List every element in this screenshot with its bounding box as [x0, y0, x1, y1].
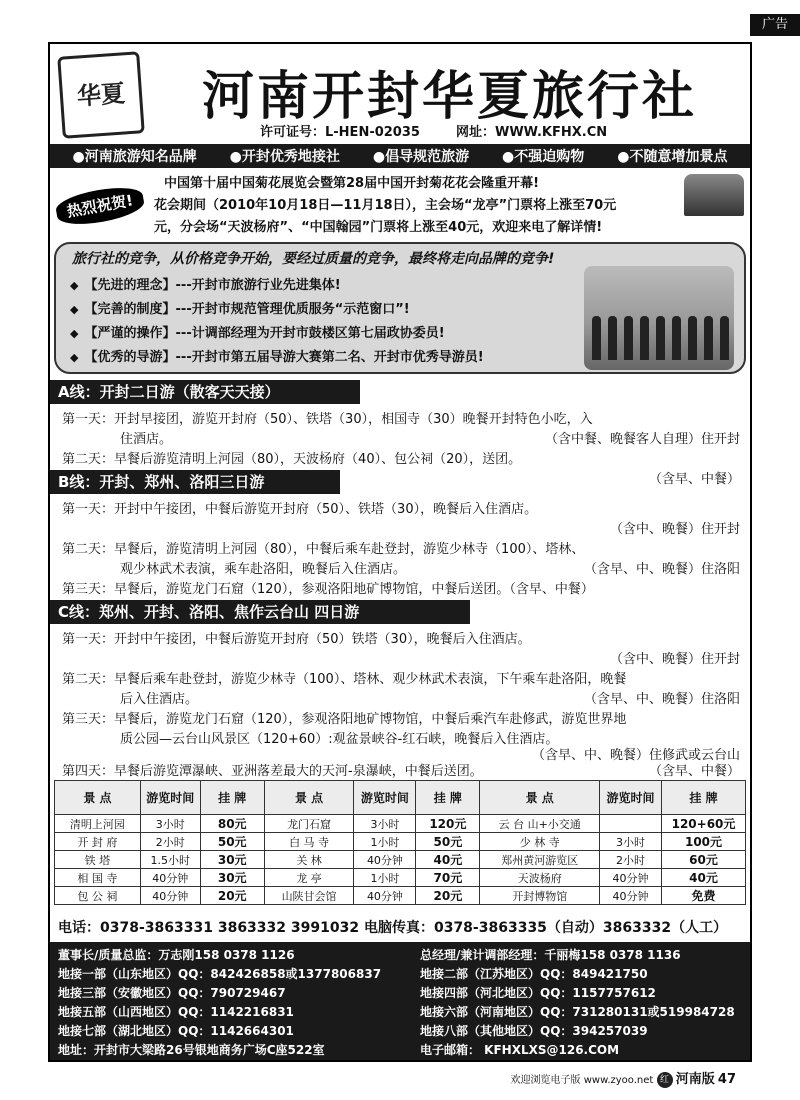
column-header: 游览时间	[354, 781, 416, 815]
route-a-day1-meals: （含中餐、晚餐客人自理）住开封	[544, 432, 740, 447]
route-c-day3: 第三天：早餐后，游览龙门石窟（120），参观洛阳地矿博物馆，中餐后乘汽车赴修武，游览世界地	[62, 712, 627, 727]
table-cell: 50元	[200, 833, 264, 851]
table-cell: 80元	[200, 815, 264, 833]
route-c-title: C线：郑州、开封、洛阳、焦作云台山 四日游	[50, 600, 470, 624]
route-a-day2-meals: （含早、中餐）	[648, 472, 740, 487]
table-cell: 30元	[200, 869, 264, 887]
table-cell: 免费	[662, 887, 746, 905]
route-a-day1: 第一天：开封早接团，游览开封府（50）、铁塔（30），相国寺（30）晚餐开封特色小吃，入	[62, 412, 593, 427]
table-cell: 关 林	[264, 851, 354, 869]
contact-right-line: 地接四部（河北地区）QQ：1157757612	[420, 986, 656, 1000]
table-cell: 20元	[416, 887, 480, 905]
route-c-day2-meals: （含早、中、晚餐）住洛阳	[583, 692, 740, 707]
footer-site-text[interactable]: 欢迎浏览电子版 www.zyoo.net	[510, 1075, 654, 1086]
competition-item: ◆ 【先进的理念】---开封市旅游行业先进集体!	[70, 278, 341, 293]
route-a-day1-cont: 住酒店。	[120, 432, 173, 447]
festival-line-3: 元，分会场“天波杨府”、“中国翰园”门票将上涨至40元，欢迎来电了解详情!	[154, 220, 603, 235]
table-cell: 2小时	[140, 833, 200, 851]
slogan-item: ●不随意增加景点	[617, 149, 728, 165]
contact-right-line: 地接六部（河南地区）QQ：731280131或519984728	[420, 1005, 735, 1019]
table-cell: 天波杨府	[480, 869, 600, 887]
table-cell: 40分钟	[354, 851, 416, 869]
column-header: 挂 牌	[200, 781, 264, 815]
festival-line-2: 花会期间（2010年10月18日—11月18日），主会场“龙亭”门票将上涨至70元	[154, 198, 617, 213]
table-cell: 少 林 寺	[480, 833, 600, 851]
route-b-day2-meals: （含早、中、晚餐）住洛阳	[583, 562, 740, 577]
table-row	[55, 815, 746, 833]
pagoda-photo-icon	[684, 174, 744, 216]
table-cell: 40分钟	[140, 869, 200, 887]
table-cell	[600, 815, 662, 833]
table-cell: 3小时	[140, 815, 200, 833]
route-c-day4-meals: （含早、中餐）	[648, 764, 740, 779]
table-cell: 70元	[416, 869, 480, 887]
edition-label: 河南版	[675, 1072, 715, 1087]
slogan-bar	[50, 144, 750, 168]
table-cell: 开封博物馆	[480, 887, 600, 905]
route-a-title: A线：开封二日游（散客天天接）	[50, 380, 360, 404]
table-cell: 40分钟	[354, 887, 416, 905]
page-number: 47	[717, 1072, 736, 1087]
table-cell: 40分钟	[140, 887, 200, 905]
slogan-item: ●河南旅游知名品牌	[72, 149, 197, 165]
contact-left-line: 地接一部（山东地区）QQ：842426858或1377806837	[58, 967, 382, 981]
competition-item: ◆ 【完善的制度】---开封市规范管理优质服务“示范窗口”!	[70, 302, 410, 317]
route-b-day1-meals: （含中、晚餐）住开封	[609, 522, 740, 537]
column-header: 游览时间	[140, 781, 200, 815]
brand-title: 河南开封华夏旅行社	[202, 66, 698, 127]
competition-title: 旅行社的竞争，从价格竞争开始，要经过质量的竞争，最终将走向品牌的竞争!	[72, 251, 555, 267]
page-footer	[511, 1068, 736, 1088]
table-cell: 1小时	[354, 869, 416, 887]
table-cell: 120+60元	[662, 815, 746, 833]
website-link[interactable]: 网址：WWW.KFHX.CN	[456, 125, 608, 140]
column-header: 景 点	[55, 781, 141, 815]
table-cell: 龙 亭	[264, 869, 354, 887]
diamond-bullet-icon: ◆	[70, 279, 79, 292]
table-cell: 20元	[200, 887, 264, 905]
table-row	[55, 833, 746, 851]
contact-right-line: 总经理/兼计调部经理：千丽梅158 0378 1136	[420, 948, 681, 962]
agency-logo-icon: 华夏	[57, 51, 145, 139]
table-row	[55, 887, 746, 905]
license-number: 许可证号：L-HEN-02035	[260, 125, 420, 140]
festival-line-1: 中国第十届中国菊花展览会暨第28届中国开封菊花花会隆重开幕!	[164, 176, 540, 191]
route-c-day2-cont: 后入住酒店。	[120, 692, 199, 707]
competition-box	[54, 242, 746, 374]
route-c-day1: 第一天：开封中午接团，中餐后游览开封府（50）铁塔（30），晚餐后入住酒店。	[62, 632, 531, 647]
table-cell: 40分钟	[600, 887, 662, 905]
contact-left-line: 地接七部（湖北地区）QQ：1142664301	[58, 1024, 294, 1038]
diamond-bullet-icon: ◆	[70, 327, 79, 340]
table-cell: 山陕甘会馆	[264, 887, 354, 905]
column-header: 景 点	[264, 781, 354, 815]
table-cell: 龙门石窟	[264, 815, 354, 833]
table-cell: 1小时	[354, 833, 416, 851]
route-c-day3-meals: （含早、中、晚餐）住修武或云台山	[531, 748, 740, 763]
table-cell: 40元	[662, 869, 746, 887]
route-b-day3: 第三天：早餐后，游览龙门石窟（120），参观洛阳地矿博物馆，中餐后送团。（含早、中餐）	[62, 582, 594, 597]
table-row	[55, 851, 746, 869]
table-cell: 1.5小时	[140, 851, 200, 869]
route-b-day2: 第二天：早餐后，游览清明上河园（80），中餐后乘车赴登封，游览少林寺（100）、塔林、	[62, 542, 585, 557]
table-row	[55, 869, 746, 887]
slogan-item: ●倡导规范旅游	[372, 149, 470, 165]
table-cell: 郑州黄河游览区	[480, 851, 600, 869]
slogan-item: ●开封优秀地接社	[229, 149, 340, 165]
table-cell: 40元	[416, 851, 480, 869]
route-c-day3-cont: 质公园—云台山风景区（120+60）:观盆景峡谷-红石峡，晚餐后入住酒店。	[120, 732, 559, 747]
table-cell: 云 台 山+小交通	[480, 815, 600, 833]
table-cell: 铁 塔	[55, 851, 141, 869]
table-cell: 50元	[416, 833, 480, 851]
slogan-item: ●不强迫购物	[502, 149, 585, 165]
route-a-day2: 第二天：早餐后游览清明上河园（80），天波杨府（40）、包公祠（20），送团。	[62, 452, 522, 467]
route-c-day4: 第四天：早餐后游览潭瀑峡、亚洲落差最大的天河-泉瀑峡，中餐后送团。	[62, 764, 483, 779]
column-header: 挂 牌	[662, 781, 746, 815]
table-cell: 60元	[662, 851, 746, 869]
competition-item: ◆ 【严谨的操作】---计调部经理为开封市鼓楼区第七届政协委员!	[70, 326, 445, 341]
contact-right-line: 地接八部（其他地区）QQ：394257039	[420, 1024, 648, 1038]
competition-item: ◆ 【优秀的导游】---开封市第五届导游大赛第二名、开封市优秀导游员!	[70, 350, 484, 365]
table-cell: 相 国 寺	[55, 869, 141, 887]
route-b-day1: 第一天：开封中午接团，中餐后游览开封府（50）、铁塔（30），晚餐后入住酒店。	[62, 502, 538, 517]
table-cell: 2小时	[600, 851, 662, 869]
advertisement-frame	[48, 42, 752, 1062]
ad-tag: 广告	[750, 14, 800, 36]
table-cell: 40分钟	[600, 869, 662, 887]
column-header: 游览时间	[600, 781, 662, 815]
diamond-bullet-icon: ◆	[70, 303, 79, 316]
contact-left-line: 董事长/质量总监：万志刚158 0378 1126	[58, 948, 295, 962]
edition-badge-icon: 红	[657, 1072, 673, 1088]
table-cell: 白 马 寺	[264, 833, 354, 851]
table-cell: 30元	[200, 851, 264, 869]
route-c-day2: 第二天：早餐后乘车赴登封，游览少林寺（100）、塔林、观少林武术表演，下午乘车赴洛阳，晚餐	[62, 672, 627, 687]
contact-right-line: 地接二部（江苏地区）QQ：849421750	[420, 967, 648, 981]
table-cell: 清明上河园	[55, 815, 141, 833]
congrats-badge: 热烈祝贺!	[54, 183, 146, 230]
price-table	[54, 780, 746, 905]
contact-panel	[50, 942, 750, 1060]
diamond-bullet-icon: ◆	[70, 351, 79, 364]
table-cell: 100元	[662, 833, 746, 851]
table-cell: 3小时	[600, 833, 662, 851]
route-b-title: B线：开封、郑州、洛阳三日游	[50, 470, 340, 494]
table-cell: 3小时	[354, 815, 416, 833]
column-header: 景 点	[480, 781, 600, 815]
table-cell: 120元	[416, 815, 480, 833]
email-link[interactable]: 电子邮箱： KFHXLXS@126.COM	[420, 1043, 620, 1057]
address-line: 地址：开封市大梁路26号银地商务广场C座522室	[58, 1043, 325, 1057]
table-cell: 开 封 府	[55, 833, 141, 851]
phone-numbers: 电话：0378-3863331 3863332 3991032 电脑传真：0378-3863335（自动）3863332（人工）	[58, 920, 728, 936]
route-c-day1-meals: （含中、晚餐）住开封	[609, 652, 740, 667]
table-header-row	[55, 781, 746, 815]
column-header: 挂 牌	[416, 781, 480, 815]
route-b-day2-cont: 观少林武术表演，乘车赴洛阳，晚餐后入住酒店。	[120, 562, 407, 577]
contact-left-line: 地接三部（安徽地区）QQ：790729467	[58, 986, 286, 1000]
contact-left-line: 地接五部（山西地区）QQ：1142216831	[58, 1005, 294, 1019]
team-photo-icon	[584, 266, 734, 370]
festival-announcement	[50, 170, 750, 238]
table-cell: 包 公 祠	[55, 887, 141, 905]
